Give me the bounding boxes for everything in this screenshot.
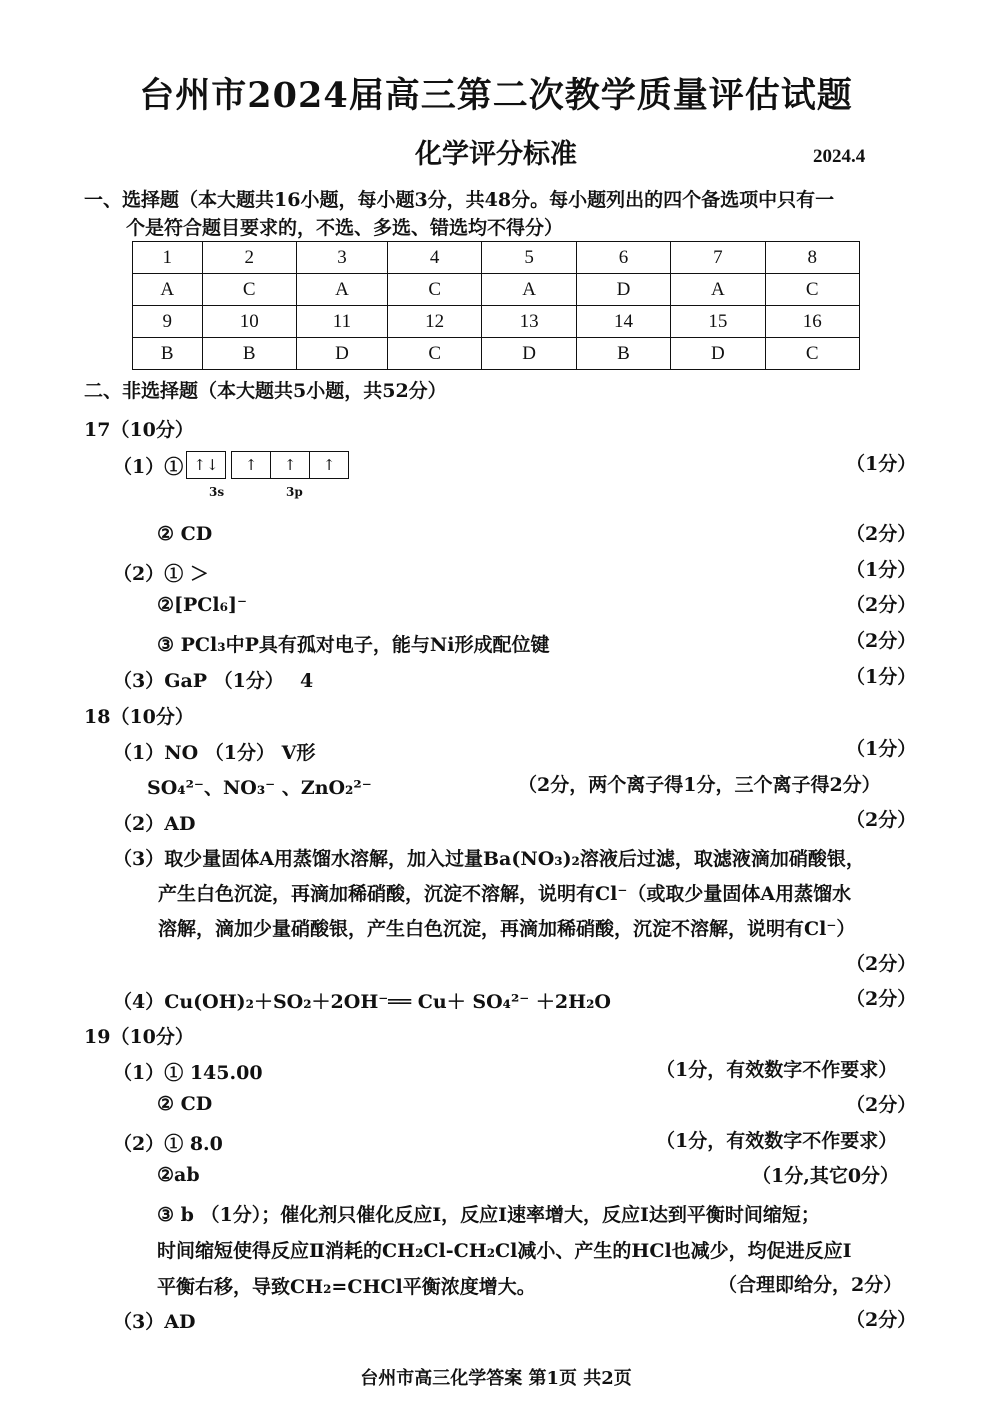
table-cell: D bbox=[671, 338, 765, 370]
q19-p1a: （1）① 145.00 bbox=[113, 1062, 263, 1084]
table-cell: 4 bbox=[387, 242, 481, 274]
table-cell: C bbox=[387, 274, 481, 306]
table-cell: 1 bbox=[133, 242, 203, 274]
table-cell: D bbox=[576, 274, 670, 306]
q18-p1: （1）NO （1分） V形 bbox=[113, 742, 316, 764]
table-cell: 13 bbox=[482, 306, 576, 338]
q18-p3-line3: 溶解，滴加少量硝酸银，产生白色沉淀，再滴加稀硝酸，沉淀不溶解，说明有Cl⁻） bbox=[158, 918, 856, 940]
q19-p3-score: （2分） bbox=[846, 1309, 917, 1331]
q18-p4-score: （2分） bbox=[846, 988, 917, 1010]
section2-heading: 二、非选择题（本大题共5小题，共52分） bbox=[84, 380, 447, 402]
orbital-diagram-3s bbox=[186, 451, 226, 479]
table-cell: A bbox=[133, 274, 203, 306]
section1-heading-line2: 个是符合题目要求的，不选、多选、错选均不得分） bbox=[126, 217, 564, 239]
orbital-box: ↑ bbox=[271, 452, 310, 478]
table-cell: B bbox=[202, 338, 296, 370]
q17-p2a: （2）① ＞ bbox=[113, 563, 209, 585]
q19-p1b: ② CD bbox=[157, 1093, 213, 1115]
q18-p3-score: （2分） bbox=[846, 953, 917, 975]
table-cell: 12 bbox=[387, 306, 481, 338]
table-cell: B bbox=[576, 338, 670, 370]
q19-p2c-score: （合理即给分，2分） bbox=[718, 1274, 903, 1296]
table-cell: A bbox=[296, 274, 387, 306]
orbital-label-3p: 3p bbox=[286, 485, 303, 499]
orbital-box: ↑ bbox=[322, 456, 336, 474]
table-cell: C bbox=[765, 338, 859, 370]
q19-p1a-score: （1分，有效数字不作要求） bbox=[656, 1059, 898, 1081]
q19-p3: （3）AD bbox=[113, 1311, 196, 1333]
table-cell: 6 bbox=[576, 242, 670, 274]
q19-p2c-line2: 时间缩短使得反应Ⅱ消耗的CH₂Cl-CH₂Cl减小、产生的HCl也减少，均促进反应Ⅰ bbox=[157, 1240, 852, 1262]
q18-ions: SO₄²⁻、NO₃⁻ 、ZnO₂²⁻ bbox=[147, 777, 372, 799]
q17-p1b-score: （2分） bbox=[846, 523, 917, 545]
orbital-box: ↑ bbox=[232, 452, 271, 478]
answer-table bbox=[132, 241, 860, 370]
table-cell: 3 bbox=[296, 242, 387, 274]
table-cell: B bbox=[133, 338, 203, 370]
q17-p2b-score: （2分） bbox=[846, 594, 917, 616]
table-cell: 8 bbox=[765, 242, 859, 274]
q19-p2b: ②ab bbox=[157, 1164, 200, 1186]
table-cell: D bbox=[296, 338, 387, 370]
q18-p3-line1: （3）取少量固体A用蒸馏水溶解，加入过量Ba(NO₃)₂溶液后过滤，取滤液滴加硝酸银， bbox=[113, 848, 865, 870]
table-cell: A bbox=[671, 274, 765, 306]
table-row bbox=[133, 306, 860, 338]
table-cell: 15 bbox=[671, 306, 765, 338]
table-row bbox=[133, 242, 860, 274]
orbital-label-3s: 3s bbox=[209, 485, 225, 499]
exam-date: 2024.4 bbox=[813, 146, 866, 167]
q18-header: 18（10分） bbox=[84, 706, 194, 728]
q18-p3-line2: 产生白色沉淀，再滴加稀硝酸，沉淀不溶解，说明有Cl⁻（或取少量固体A用蒸馏水 bbox=[158, 883, 852, 905]
page-subtitle: 化学评分标准 bbox=[415, 139, 577, 170]
q17-p2c: ③ PCl₃中P具有孤对电子，能与Ni形成配位键 bbox=[157, 634, 550, 656]
q19-p2b-score: （1分,其它0分） bbox=[752, 1165, 900, 1187]
table-row bbox=[133, 338, 860, 370]
q18-p2-score: （2分） bbox=[846, 809, 917, 831]
q17-p2c-score: （2分） bbox=[846, 630, 917, 652]
table-cell: C bbox=[765, 274, 859, 306]
table-cell: 9 bbox=[133, 306, 203, 338]
q17-p3: （3）GaP （1分） 4 bbox=[113, 670, 314, 692]
table-cell: D bbox=[482, 338, 576, 370]
table-cell: 2 bbox=[202, 242, 296, 274]
section1-heading-line1: 一、选择题（本大题共16小题，每小题3分，共48分。每小题列出的四个备选项中只有一 bbox=[84, 189, 835, 211]
q18-p4: （4）Cu(OH)₂＋SO₂＋2OH⁻══ Cu＋ SO₄²⁻ ＋2H₂O bbox=[113, 991, 611, 1013]
q18-ions-score: （2分，两个离子得1分，三个离子得2分） bbox=[518, 774, 881, 796]
q17-p1-label: （1）① bbox=[113, 456, 184, 478]
q19-p2c-line3: 平衡右移，导致CH₂=CHCl平衡浓度增大。 bbox=[157, 1276, 536, 1298]
q17-p1b: ② CD bbox=[157, 523, 213, 545]
q19-p2a: （2）① 8.0 bbox=[113, 1133, 223, 1155]
table-cell: 11 bbox=[296, 306, 387, 338]
q19-p1b-score: （2分） bbox=[846, 1094, 917, 1116]
q18-p1-score: （1分） bbox=[846, 738, 917, 760]
table-cell: C bbox=[202, 274, 296, 306]
orbital-box: ↑↓ bbox=[193, 456, 219, 474]
table-cell: 14 bbox=[576, 306, 670, 338]
q17-p2a-score: （1分） bbox=[846, 559, 917, 581]
orbital-diagram-3p bbox=[231, 451, 349, 479]
table-cell: 16 bbox=[765, 306, 859, 338]
table-cell: A bbox=[482, 274, 576, 306]
q17-p1-score: （1分） bbox=[846, 453, 917, 475]
page-footer: 台州市高三化学答案 第1页 共2页 bbox=[360, 1368, 632, 1389]
page-title: 台州市2024届高三第二次教学质量评估试题 bbox=[139, 75, 853, 116]
table-cell: 5 bbox=[482, 242, 576, 274]
q19-header: 19（10分） bbox=[84, 1026, 194, 1048]
table-cell: 7 bbox=[671, 242, 765, 274]
q17-p2b: ②[PCl₆]⁻ bbox=[157, 594, 247, 616]
table-cell: 10 bbox=[202, 306, 296, 338]
q18-p2: （2）AD bbox=[113, 813, 196, 835]
table-row bbox=[133, 274, 860, 306]
q19-p2a-score: （1分，有效数字不作要求） bbox=[656, 1130, 898, 1152]
q19-p2c-line1: ③ b （1分）；催化剂只催化反应Ⅰ，反应Ⅰ速率增大，反应Ⅰ达到平衡时间缩短； bbox=[157, 1204, 820, 1226]
q17-header: 17（10分） bbox=[84, 419, 194, 441]
q17-p3-score: （1分） bbox=[846, 666, 917, 688]
table-cell: C bbox=[387, 338, 481, 370]
